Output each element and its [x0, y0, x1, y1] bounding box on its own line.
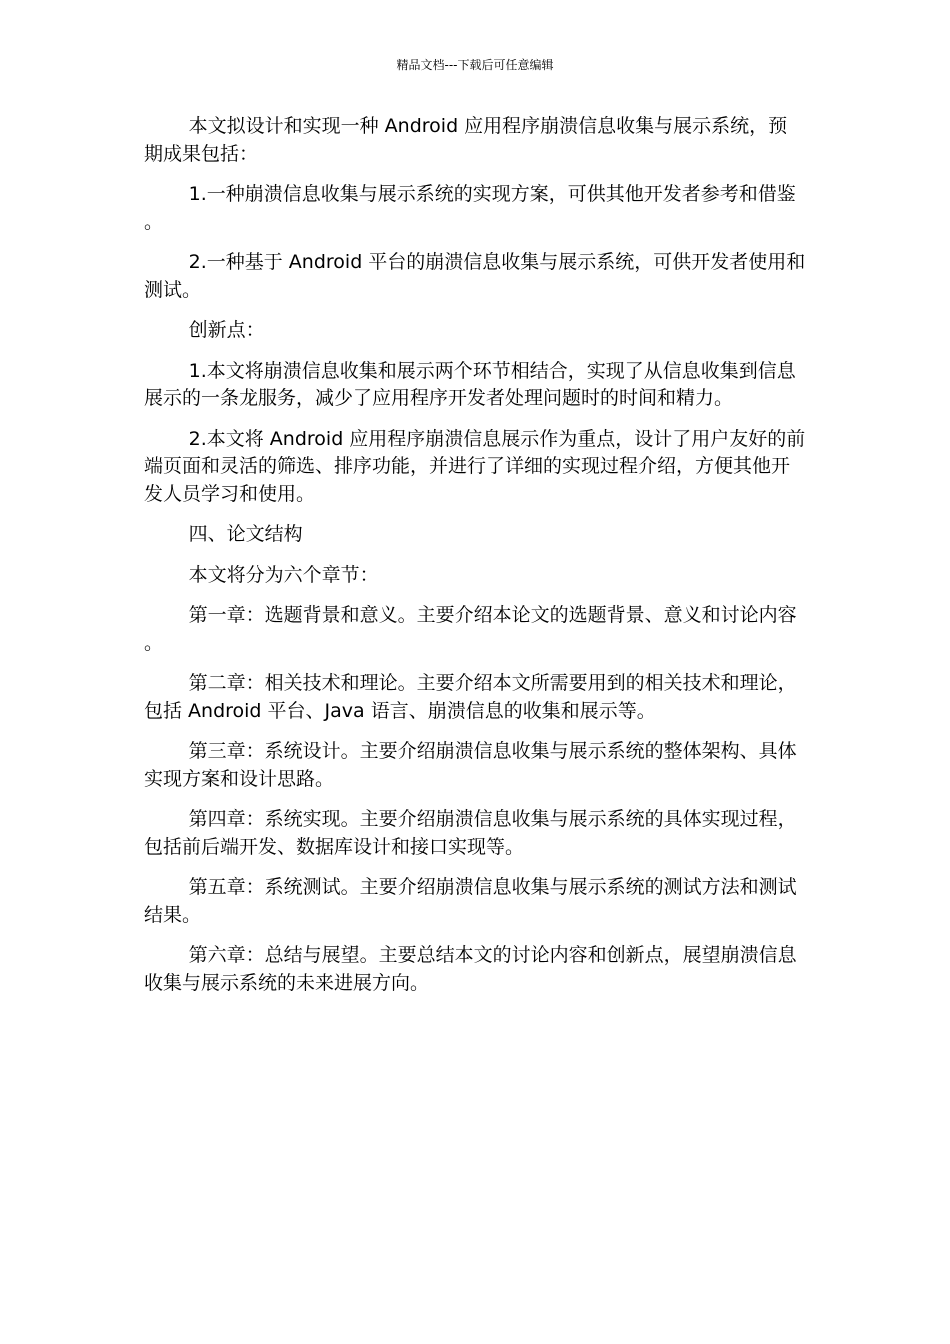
paragraph-expected-results: 本文拟设计和实现一种 Android 应用程序崩溃信息收集与展示系统，预期成果包括： — [144, 115, 788, 165]
document-body — [144, 113, 806, 1010]
paragraph-chapter-3: 第三章：系统设计。主要介绍崩溃信息收集与展示系统的整体架构、具体实现方案和设计思路。 — [144, 740, 797, 790]
paragraph-chapter-4: 第四章：系统实现。主要介绍崩溃信息收集与展示系统的具体实现过程，包括前后端开发、数据库设计和接口实现等。 — [144, 808, 797, 858]
page-header: 精品文档---下载后可任意编辑 — [396, 58, 554, 72]
paragraph-innovation-heading: 创新点： — [188, 319, 265, 341]
paragraph-chapters-intro: 本文将分为六个章节： — [188, 563, 379, 586]
section-heading-structure: 四、论文结构 — [188, 523, 303, 545]
paragraph-chapter-1: 第一章：选题背景和意义。主要介绍本论文的选题背景、意义和讨论内容。 — [144, 604, 797, 654]
paragraph-chapter-6: 第六章：总结与展望。主要总结本文的讨论内容和创新点，展望崩溃信息收集与展示系统的未来进展方向。 — [144, 944, 797, 994]
paragraph-innovation-1: 1.本文将崩溃信息收集和展示两个环节相结合，实现了从信息收集到信息展示的一条龙服务，减少了应用程序开发者处理问题时的时间和精力。 — [144, 359, 796, 409]
paragraph-chapter-5: 第五章：系统测试。主要介绍崩溃信息收集与展示系统的测试方法和测试结果。 — [144, 876, 797, 926]
paragraph-result-1: 1.一种崩溃信息收集与展示系统的实现方案，可供其他开发者参考和借鉴。 — [144, 183, 796, 233]
paragraph-innovation-2: 2.本文将 Android 应用程序崩溃信息展示作为重点，设计了用户友好的前端页面和灵活的筛选、排序功能，并进行了详细的实现过程介绍，方便其他开发人员学习和使用。 — [144, 427, 806, 505]
paragraph-result-2: 2.一种基于 Android 平台的崩溃信息收集与展示系统，可供开发者使用和测试。 — [144, 251, 806, 301]
paragraph-chapter-2: 第二章：相关技术和理论。主要介绍本文所需要用到的相关技术和理论，包括 Android 平台、Java 语言、崩溃信息的收集和展示等。 — [144, 672, 797, 722]
